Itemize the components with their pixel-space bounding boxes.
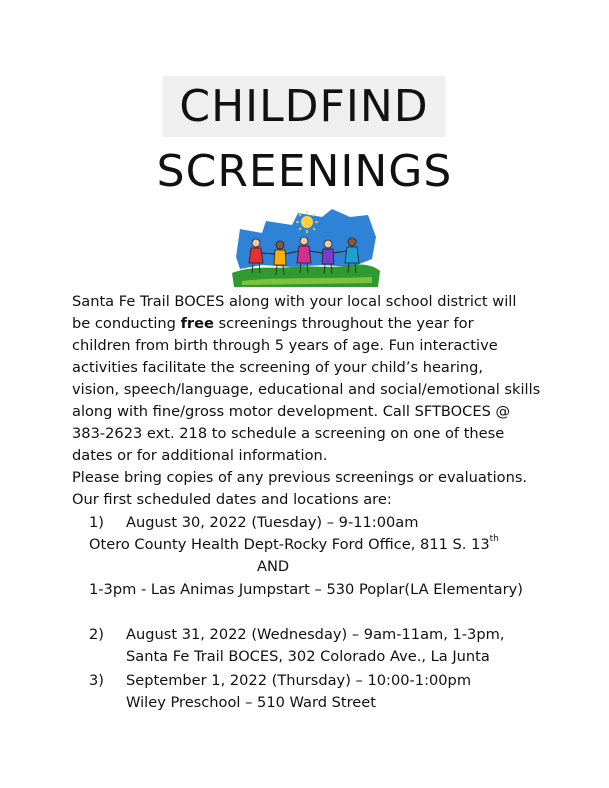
intro-line-7: 383-2623 ext. 218 to schedule a screening on one of these (72, 425, 505, 442)
schedule-1-extra: 1-3pm - Las Animas Jumpstart – 530 Poplar(LA Elementary) (89, 581, 523, 598)
intro-line-3: children from birth through 5 years of age. Fun interactive (72, 337, 498, 354)
schedule-3-number: 3) (89, 672, 104, 689)
free-emphasis: free (180, 315, 214, 332)
intro-line-1: Santa Fe Trail BOCES along with your local school district will (72, 293, 517, 310)
schedule-3-date: September 1, 2022 (Thursday) – 10:00-1:00pm (126, 672, 472, 689)
intro-line-5: vision, speech/language, educational and social/emotional skills (72, 381, 541, 398)
schedule-2-date: August 31, 2022 (Wednesday) – 9am-11am, 1-3pm, (126, 626, 505, 643)
intro-line-8: dates or for additional information. (72, 447, 328, 464)
title-line-1: CHILDFIND (163, 76, 445, 137)
intro-line-6: along with fine/gross motor development. Call SFTBOCES @ (72, 403, 511, 420)
logo-sun (301, 216, 313, 228)
children-holding-hands-logo (232, 207, 380, 289)
intro-line-9: Please bring copies of any previous screenings or evaluations. (72, 469, 528, 486)
schedule-1-date: August 30, 2022 (Tuesday) – 9-11:00am (126, 514, 419, 531)
schedule-1-location-text: Otero County Health Dept-Rocky Ford Office, 811 S. 13 (89, 536, 490, 553)
schedule-3-location: Wiley Preschool – 510 Ward Street (126, 694, 376, 711)
intro-line-2 (72, 313, 474, 335)
schedule-1-and: AND (257, 558, 290, 575)
title-line-2: SCREENINGS (156, 146, 453, 197)
schedule-2-location: Santa Fe Trail BOCES, 302 Colorado Ave., La Junta (126, 648, 490, 665)
intro-text: be conducting (72, 315, 181, 332)
intro-line-10: Our first scheduled dates and locations are: (72, 491, 392, 508)
schedule-2-number: 2) (89, 626, 104, 643)
intro-text: screenings throughout the year for (213, 315, 474, 332)
schedule-1-number: 1) (89, 514, 104, 531)
ordinal-suffix: th (489, 534, 499, 545)
intro-line-4: activities facilitate the screening of your child’s hearing, (72, 359, 484, 376)
schedule-1-location (89, 534, 499, 556)
